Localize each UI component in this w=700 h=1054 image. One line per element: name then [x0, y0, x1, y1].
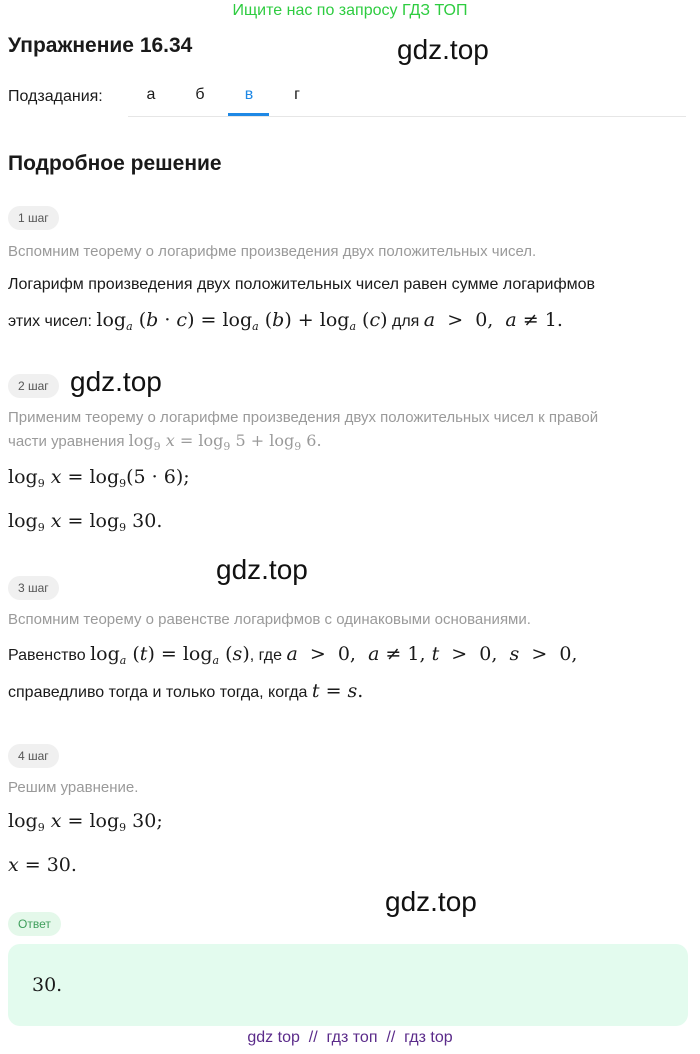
subtask-tabs: [128, 76, 686, 117]
subtasks-label: Подзадания:: [8, 88, 103, 105]
step-note: [8, 429, 322, 458]
step-text: [8, 643, 577, 667]
step-text-part: для: [391, 313, 420, 330]
step-text: Логарифм произведения двух положительных чисел равен сумме логарифмов: [8, 276, 596, 293]
formula-line: $\log_9 x = \log_9 30$;: [8, 810, 163, 834]
step-text-part: этих чисел:: [8, 313, 92, 330]
formula-condition: a > 0, a ≠ 1.: [423, 309, 563, 331]
tab-v[interactable]: в: [244, 86, 254, 103]
formula-log-product: $\log_a (b \cdot c) = \log_a (b) + \log_a (c)$: [96, 309, 388, 333]
formula-t-equals-s: t = s.: [311, 680, 364, 702]
formula-log-equal: $\log_a (t) = \log_a (s)$: [90, 643, 250, 667]
step-text-part: , где: [249, 647, 282, 664]
exercise-title: Упражнение 16.34: [8, 34, 193, 57]
step-text-part: справедливо тогда и только тогда, когда: [8, 684, 308, 701]
promo-banner[interactable]: Ищите нас по запросу ГДЗ ТОП: [232, 2, 468, 19]
tab-g[interactable]: г: [294, 86, 300, 103]
step-note: Применим теорему о логарифме произведения двух положительных чисел к правой: [8, 409, 599, 426]
step-text: [8, 309, 563, 333]
active-tab-indicator: [228, 113, 269, 116]
step-note: Вспомним теорему о логарифме произведения двух положительных чисел.: [8, 243, 537, 260]
step-badge: 3 шаг: [8, 576, 59, 600]
step-note-part: части уравнения: [8, 433, 125, 450]
solution-title: Подробное решение: [8, 152, 222, 175]
watermark: gdz.top: [216, 554, 308, 585]
answer-value: 30.: [32, 974, 63, 996]
watermark: gdz.top: [385, 886, 477, 917]
answer-badge: Ответ: [8, 912, 61, 936]
watermark: gdz.top: [397, 34, 489, 65]
formula-line: $\log_9 x = \log_9(5 \cdot 6)$;: [8, 466, 190, 490]
step-badge: 1 шаг: [8, 206, 59, 230]
formula-condition: a > 0, a ≠ 1, t > 0, s > 0,: [286, 643, 578, 665]
step-note: Вспомним теорему о равенстве логарифмов с одинаковыми основаниями.: [8, 611, 531, 628]
footer-links[interactable]: gdz top // гдз топ // гдз top: [247, 1029, 453, 1046]
step-note: Решим уравнение.: [8, 779, 139, 796]
formula-line: $\log_9 x = \log_9 30$.: [8, 510, 163, 534]
step-text: [8, 680, 363, 702]
formula-equation: $\log_9 x = \log_9 5 + \log_9 6$.: [128, 431, 322, 453]
tab-a[interactable]: а: [146, 86, 156, 103]
step-badge: 4 шаг: [8, 744, 59, 768]
watermark: gdz.top: [70, 366, 162, 397]
formula-line: x = 30.: [8, 854, 77, 876]
answer-box: [8, 944, 688, 1026]
tab-b[interactable]: б: [195, 86, 205, 103]
step-badge: 2 шаг: [8, 374, 59, 398]
step-text-part: Равенство: [8, 647, 86, 664]
